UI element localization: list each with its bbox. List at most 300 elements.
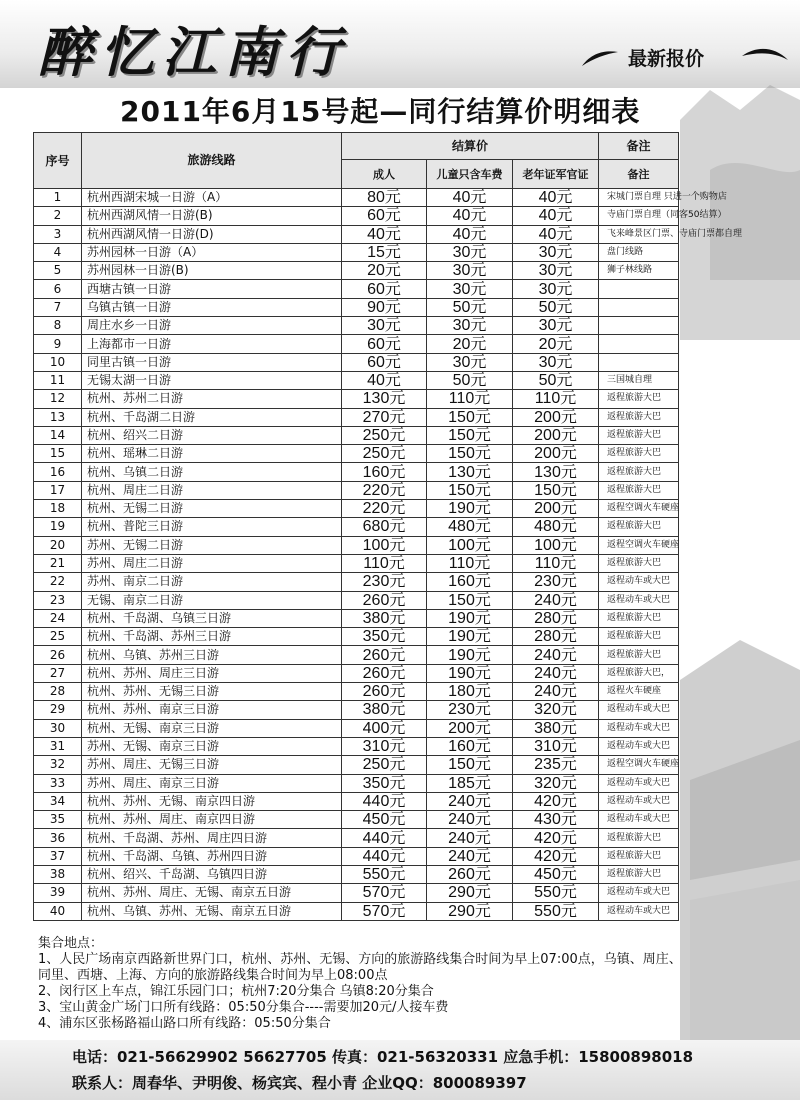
table-row <box>34 792 679 810</box>
cell-route: 无锡太湖一日游 <box>82 371 342 389</box>
table-row <box>34 445 679 463</box>
cell-route: 杭州、瑶琳二日游 <box>82 445 342 463</box>
cell-no: 18 <box>34 500 82 518</box>
cell-adult-price: 450元 <box>342 811 427 829</box>
cell-senior-price: 230元 <box>513 573 599 591</box>
cell-adult-price: 250元 <box>342 426 427 444</box>
cell-adult-price: 220元 <box>342 500 427 518</box>
cell-child-price: 30元 <box>427 262 513 280</box>
cell-child-price: 160元 <box>427 573 513 591</box>
meeting-line: 1、人民广场南京西路新世界门口，杭州、苏州、无锡、方向的旅游路线集合时间为早上07:00点，乌镇、周庄、 <box>38 952 682 967</box>
cell-note <box>599 280 679 298</box>
cell-route: 杭州、千岛湖二日游 <box>82 408 342 426</box>
cell-no: 10 <box>34 353 82 371</box>
cell-child-price: 185元 <box>427 774 513 792</box>
cell-no: 28 <box>34 683 82 701</box>
cell-adult-price: 230元 <box>342 573 427 591</box>
cell-senior-price: 30元 <box>513 353 599 371</box>
cell-route: 杭州、千岛湖、乌镇、苏州四日游 <box>82 847 342 865</box>
cell-note: 返程动车或大巴 <box>599 811 679 829</box>
cell-senior-price: 40元 <box>513 189 599 207</box>
table-row <box>34 408 679 426</box>
cell-route: 苏州、周庄、无锡三日游 <box>82 756 342 774</box>
cell-route: 杭州、千岛湖、乌镇三日游 <box>82 609 342 627</box>
cell-no: 27 <box>34 664 82 682</box>
table-row <box>34 335 679 353</box>
cell-senior-price: 310元 <box>513 737 599 755</box>
cell-route: 杭州、周庄二日游 <box>82 481 342 499</box>
header-child: 儿童只含车费 <box>427 160 513 189</box>
cell-adult-price: 90元 <box>342 298 427 316</box>
table-row <box>34 865 679 883</box>
cell-note: 返程动车或大巴 <box>599 719 679 737</box>
cell-adult-price: 40元 <box>342 225 427 243</box>
cell-adult-price: 60元 <box>342 335 427 353</box>
cell-route: 无锡、南京二日游 <box>82 591 342 609</box>
cell-route: 杭州、苏州二日游 <box>82 390 342 408</box>
cell-note: 返程火车硬座 <box>599 683 679 701</box>
header-note-group: 备注 <box>599 133 679 160</box>
cell-child-price: 110元 <box>427 390 513 408</box>
cell-route: 杭州西湖风情一日游(D) <box>82 225 342 243</box>
cell-note: 返程旅游大巴 <box>599 829 679 847</box>
header-adult: 成人 <box>342 160 427 189</box>
cell-note: 寺庙门票自理（同客50结算） <box>599 207 679 225</box>
header-banner <box>0 0 800 88</box>
header-price-group: 结算价 <box>342 133 599 160</box>
cell-route: 杭州、乌镇、苏州三日游 <box>82 646 342 664</box>
cell-no: 37 <box>34 847 82 865</box>
cell-child-price: 190元 <box>427 628 513 646</box>
cell-adult-price: 100元 <box>342 536 427 554</box>
cell-no: 19 <box>34 518 82 536</box>
cell-child-price: 110元 <box>427 554 513 572</box>
cell-adult-price: 260元 <box>342 646 427 664</box>
cell-route: 杭州西湖风情一日游(B) <box>82 207 342 225</box>
price-rows <box>34 189 743 921</box>
cell-senior-price: 280元 <box>513 609 599 627</box>
cell-senior-price: 450元 <box>513 865 599 883</box>
meeting-line: 3、宝山黄金广场门口所有线路：05:50分集合----需要加20元/人接车费 <box>38 1000 449 1015</box>
cell-child-price: 30元 <box>427 317 513 335</box>
cell-senior-price: 200元 <box>513 408 599 426</box>
cell-senior-price: 200元 <box>513 500 599 518</box>
latest-quote-label: 最新报价 <box>628 48 705 70</box>
cell-note: 返程旅游大巴 <box>599 847 679 865</box>
cell-adult-price: 60元 <box>342 353 427 371</box>
table-row <box>34 756 679 774</box>
cell-route: 苏州、周庄二日游 <box>82 554 342 572</box>
cell-no: 1 <box>34 189 82 207</box>
cell-no: 8 <box>34 317 82 335</box>
cell-child-price: 260元 <box>427 865 513 883</box>
cell-no: 36 <box>34 829 82 847</box>
table-row <box>34 189 679 207</box>
cell-no: 15 <box>34 445 82 463</box>
cell-adult-price: 260元 <box>342 683 427 701</box>
table-row <box>34 591 679 609</box>
contact-person-line: 联系人：周春华、尹明俊、杨宾宾、程小青 企业QQ：800089397 <box>72 1074 527 1092</box>
cell-senior-price: 150元 <box>513 481 599 499</box>
cell-route: 苏州园林一日游（A） <box>82 243 342 261</box>
cell-no: 13 <box>34 408 82 426</box>
cell-no: 16 <box>34 463 82 481</box>
cell-note: 返程旅游大巴 <box>599 628 679 646</box>
cell-adult-price: 15元 <box>342 243 427 261</box>
contact-footer <box>0 1040 800 1100</box>
cell-child-price: 150元 <box>427 408 513 426</box>
table-row <box>34 353 679 371</box>
cell-child-price: 40元 <box>427 207 513 225</box>
table-row <box>34 536 679 554</box>
cell-route: 杭州、绍兴、千岛湖、乌镇四日游 <box>82 865 342 883</box>
cell-senior-price: 200元 <box>513 426 599 444</box>
cell-child-price: 150元 <box>427 481 513 499</box>
cell-child-price: 40元 <box>427 189 513 207</box>
header-route: 旅游线路 <box>82 133 342 189</box>
cell-senior-price: 110元 <box>513 554 599 572</box>
cell-child-price: 50元 <box>427 298 513 316</box>
table-row <box>34 701 679 719</box>
cell-adult-price: 160元 <box>342 463 427 481</box>
cell-route: 苏州、周庄、南京三日游 <box>82 774 342 792</box>
swoosh-icon <box>580 48 620 70</box>
table-row <box>34 628 679 646</box>
cell-no: 34 <box>34 792 82 810</box>
cell-route: 杭州、苏州、周庄、南京四日游 <box>82 811 342 829</box>
cell-route: 杭州、苏州、无锡三日游 <box>82 683 342 701</box>
cell-no: 9 <box>34 335 82 353</box>
cell-adult-price: 440元 <box>342 792 427 810</box>
cell-route: 上海都市一日游 <box>82 335 342 353</box>
cell-adult-price: 310元 <box>342 737 427 755</box>
cell-note: 返程动车或大巴 <box>599 774 679 792</box>
cell-child-price: 190元 <box>427 664 513 682</box>
table-row <box>34 554 679 572</box>
cell-no: 22 <box>34 573 82 591</box>
cell-note: 返程动车或大巴 <box>599 591 679 609</box>
cell-adult-price: 250元 <box>342 445 427 463</box>
cell-note: 返程旅游大巴 <box>599 646 679 664</box>
cell-child-price: 160元 <box>427 737 513 755</box>
cell-senior-price: 420元 <box>513 829 599 847</box>
cell-no: 39 <box>34 884 82 902</box>
cell-child-price: 130元 <box>427 463 513 481</box>
cell-child-price: 30元 <box>427 353 513 371</box>
table-row <box>34 847 679 865</box>
cell-no: 2 <box>34 207 82 225</box>
cell-no: 11 <box>34 371 82 389</box>
table-row <box>34 609 679 627</box>
cell-no: 40 <box>34 902 82 920</box>
brand-logo: 醉忆江南行 <box>38 21 348 84</box>
cell-child-price: 20元 <box>427 335 513 353</box>
cell-note: 返程旅游大巴 <box>599 865 679 883</box>
cell-adult-price: 20元 <box>342 262 427 280</box>
cell-adult-price: 40元 <box>342 371 427 389</box>
header-note: 备注 <box>599 160 679 189</box>
cell-child-price: 40元 <box>427 225 513 243</box>
cell-note <box>599 335 679 353</box>
cell-note: 返程旅游大巴 <box>599 426 679 444</box>
cell-child-price: 150元 <box>427 445 513 463</box>
cell-route: 杭州、苏州、周庄、无锡、南京五日游 <box>82 884 342 902</box>
table-row <box>34 207 679 225</box>
header-senior: 老年证军官证 <box>513 160 599 189</box>
cell-route: 杭州、乌镇二日游 <box>82 463 342 481</box>
cell-note: 返程旅游大巴 <box>599 609 679 627</box>
cell-child-price: 50元 <box>427 371 513 389</box>
cell-adult-price: 250元 <box>342 756 427 774</box>
cell-no: 7 <box>34 298 82 316</box>
cell-senior-price: 110元 <box>513 390 599 408</box>
cell-route: 苏州、南京二日游 <box>82 573 342 591</box>
cell-no: 24 <box>34 609 82 627</box>
cell-route: 苏州园林一日游(B) <box>82 262 342 280</box>
cell-note: 返程空调火车硬座 <box>599 756 679 774</box>
cell-note: 返程旅游大巴 <box>599 554 679 572</box>
table-row <box>34 298 679 316</box>
cell-no: 17 <box>34 481 82 499</box>
contact-phone-line: 电话：021-56629902 56627705 传真：021-56320331 应急手机：15800898018 <box>72 1048 694 1066</box>
cell-note: 返程旅游大巴 <box>599 390 679 408</box>
cell-note: 宋城门票自理 只进一个购物店 <box>599 189 679 207</box>
cell-senior-price: 430元 <box>513 811 599 829</box>
cell-note: 返程动车或大巴 <box>599 737 679 755</box>
cell-senior-price: 320元 <box>513 701 599 719</box>
meeting-line: 2、闵行区上车点，锦江乐园门口；杭州7:20分集合 乌镇8:20分集合 <box>38 984 434 999</box>
cell-no: 20 <box>34 536 82 554</box>
cell-note: 返程空调火车硬座 <box>599 500 679 518</box>
cell-note: 狮子林线路 <box>599 262 679 280</box>
cell-route: 杭州、无锡、南京三日游 <box>82 719 342 737</box>
meeting-points <box>38 936 758 1032</box>
cell-note <box>599 317 679 335</box>
cell-child-price: 230元 <box>427 701 513 719</box>
table-row <box>34 646 679 664</box>
table-row <box>34 884 679 902</box>
cell-adult-price: 260元 <box>342 591 427 609</box>
cell-note: 返程旅游大巴 <box>599 408 679 426</box>
table-row <box>34 426 679 444</box>
cell-senior-price: 30元 <box>513 317 599 335</box>
cell-senior-price: 380元 <box>513 719 599 737</box>
cell-no: 38 <box>34 865 82 883</box>
cell-child-price: 240元 <box>427 829 513 847</box>
cell-senior-price: 50元 <box>513 371 599 389</box>
cell-child-price: 200元 <box>427 719 513 737</box>
cell-note: 返程旅游大巴 <box>599 445 679 463</box>
cell-note: 返程动车或大巴 <box>599 573 679 591</box>
table-row <box>34 829 679 847</box>
cell-note: 返程旅游大巴 <box>599 463 679 481</box>
cell-no: 31 <box>34 737 82 755</box>
cell-route: 杭州、苏州、无锡、南京四日游 <box>82 792 342 810</box>
meeting-title: 集合地点： <box>38 936 104 951</box>
cell-senior-price: 30元 <box>513 262 599 280</box>
cell-note: 返程动车或大巴 <box>599 792 679 810</box>
cell-note: 返程空调火车硬座 <box>599 536 679 554</box>
cell-no: 26 <box>34 646 82 664</box>
cell-child-price: 480元 <box>427 518 513 536</box>
table-row <box>34 774 679 792</box>
cell-route: 乌镇古镇一日游 <box>82 298 342 316</box>
cell-note: 返程旅游大巴， <box>599 664 679 682</box>
cell-note <box>599 353 679 371</box>
cell-senior-price: 240元 <box>513 591 599 609</box>
table-row <box>34 902 679 920</box>
cell-adult-price: 570元 <box>342 902 427 920</box>
table-row <box>34 280 679 298</box>
table-row <box>34 371 679 389</box>
cell-adult-price: 350元 <box>342 628 427 646</box>
cell-no: 14 <box>34 426 82 444</box>
cell-adult-price: 60元 <box>342 280 427 298</box>
cell-no: 4 <box>34 243 82 261</box>
cell-note: 返程旅游大巴 <box>599 518 679 536</box>
table-row <box>34 811 679 829</box>
cell-senior-price: 480元 <box>513 518 599 536</box>
table-row <box>34 243 679 261</box>
meeting-line: 4、浦东区张杨路福山路口所有线路：05:50分集合 <box>38 1016 331 1031</box>
cell-adult-price: 30元 <box>342 317 427 335</box>
cell-senior-price: 320元 <box>513 774 599 792</box>
cell-no: 3 <box>34 225 82 243</box>
cell-route: 同里古镇一日游 <box>82 353 342 371</box>
price-table <box>33 132 743 921</box>
table-row <box>34 225 679 243</box>
cell-child-price: 290元 <box>427 902 513 920</box>
cell-senior-price: 550元 <box>513 884 599 902</box>
cell-senior-price: 420元 <box>513 792 599 810</box>
cell-adult-price: 80元 <box>342 189 427 207</box>
header-no: 序号 <box>34 133 82 189</box>
cell-child-price: 100元 <box>427 536 513 554</box>
table-row <box>34 481 679 499</box>
cell-adult-price: 350元 <box>342 774 427 792</box>
cell-child-price: 240元 <box>427 847 513 865</box>
cell-child-price: 240元 <box>427 792 513 810</box>
cell-senior-price: 130元 <box>513 463 599 481</box>
cell-adult-price: 400元 <box>342 719 427 737</box>
table-row <box>34 518 679 536</box>
cell-adult-price: 380元 <box>342 609 427 627</box>
cell-child-price: 190元 <box>427 500 513 518</box>
cell-senior-price: 240元 <box>513 683 599 701</box>
cell-adult-price: 110元 <box>342 554 427 572</box>
cell-senior-price: 240元 <box>513 664 599 682</box>
table-row <box>34 262 679 280</box>
cell-no: 23 <box>34 591 82 609</box>
meeting-line: 同里、西塘、上海、方向的旅游路线集合时间为早上08:00点 <box>38 968 388 983</box>
cell-senior-price: 40元 <box>513 225 599 243</box>
cell-note: 返程动车或大巴 <box>599 902 679 920</box>
cell-adult-price: 440元 <box>342 847 427 865</box>
cell-adult-price: 440元 <box>342 829 427 847</box>
cell-note: 盘门线路 <box>599 243 679 261</box>
cell-senior-price: 200元 <box>513 445 599 463</box>
cell-note: 三国城自理 <box>599 371 679 389</box>
cell-child-price: 190元 <box>427 609 513 627</box>
cell-child-price: 30元 <box>427 243 513 261</box>
cell-route: 苏州、无锡、南京三日游 <box>82 737 342 755</box>
brush-stroke-icon <box>740 44 790 66</box>
cell-no: 30 <box>34 719 82 737</box>
cell-child-price: 190元 <box>427 646 513 664</box>
cell-no: 25 <box>34 628 82 646</box>
cell-no: 29 <box>34 701 82 719</box>
cell-adult-price: 220元 <box>342 481 427 499</box>
cell-no: 5 <box>34 262 82 280</box>
cell-note: 返程动车或大巴 <box>599 701 679 719</box>
cell-no: 35 <box>34 811 82 829</box>
cell-route: 杭州西湖宋城一日游（A） <box>82 189 342 207</box>
cell-no: 6 <box>34 280 82 298</box>
cell-senior-price: 20元 <box>513 335 599 353</box>
cell-route: 苏州、无锡二日游 <box>82 536 342 554</box>
cell-senior-price: 50元 <box>513 298 599 316</box>
table-row <box>34 390 679 408</box>
cell-route: 杭州、普陀三日游 <box>82 518 342 536</box>
cell-route: 杭州、乌镇、苏州、无锡、南京五日游 <box>82 902 342 920</box>
cell-senior-price: 280元 <box>513 628 599 646</box>
cell-senior-price: 420元 <box>513 847 599 865</box>
cell-route: 周庄水乡一日游 <box>82 317 342 335</box>
cell-adult-price: 130元 <box>342 390 427 408</box>
cell-adult-price: 380元 <box>342 701 427 719</box>
cell-route: 杭州、无锡二日游 <box>82 500 342 518</box>
cell-route: 杭州、绍兴二日游 <box>82 426 342 444</box>
cell-route: 杭州、千岛湖、苏州三日游 <box>82 628 342 646</box>
table-row <box>34 664 679 682</box>
cell-senior-price: 30元 <box>513 280 599 298</box>
cell-adult-price: 570元 <box>342 884 427 902</box>
cell-adult-price: 260元 <box>342 664 427 682</box>
cell-adult-price: 680元 <box>342 518 427 536</box>
cell-note: 返程动车或大巴 <box>599 884 679 902</box>
cell-child-price: 240元 <box>427 811 513 829</box>
cell-route: 杭州、苏州、南京三日游 <box>82 701 342 719</box>
cell-child-price: 30元 <box>427 280 513 298</box>
cell-note <box>599 298 679 316</box>
table-row <box>34 500 679 518</box>
cell-no: 12 <box>34 390 82 408</box>
table-row <box>34 719 679 737</box>
cell-no: 32 <box>34 756 82 774</box>
cell-senior-price: 550元 <box>513 902 599 920</box>
cell-adult-price: 60元 <box>342 207 427 225</box>
cell-child-price: 180元 <box>427 683 513 701</box>
table-row <box>34 463 679 481</box>
cell-route: 杭州、千岛湖、苏州、周庄四日游 <box>82 829 342 847</box>
cell-senior-price: 30元 <box>513 243 599 261</box>
table-row <box>34 683 679 701</box>
cell-no: 21 <box>34 554 82 572</box>
cell-child-price: 150元 <box>427 591 513 609</box>
table-row <box>34 573 679 591</box>
document-title: 2011年6月15号起—同行结算价明细表 <box>120 95 641 128</box>
cell-senior-price: 235元 <box>513 756 599 774</box>
cell-note: 返程旅游大巴 <box>599 481 679 499</box>
table-row <box>34 737 679 755</box>
cell-route: 西塘古镇一日游 <box>82 280 342 298</box>
cell-note: 飞来峰景区门票、寺庙门票都自理 <box>599 225 679 243</box>
cell-senior-price: 240元 <box>513 646 599 664</box>
cell-child-price: 150元 <box>427 756 513 774</box>
cell-adult-price: 270元 <box>342 408 427 426</box>
cell-senior-price: 100元 <box>513 536 599 554</box>
cell-route: 杭州、苏州、周庄三日游 <box>82 664 342 682</box>
